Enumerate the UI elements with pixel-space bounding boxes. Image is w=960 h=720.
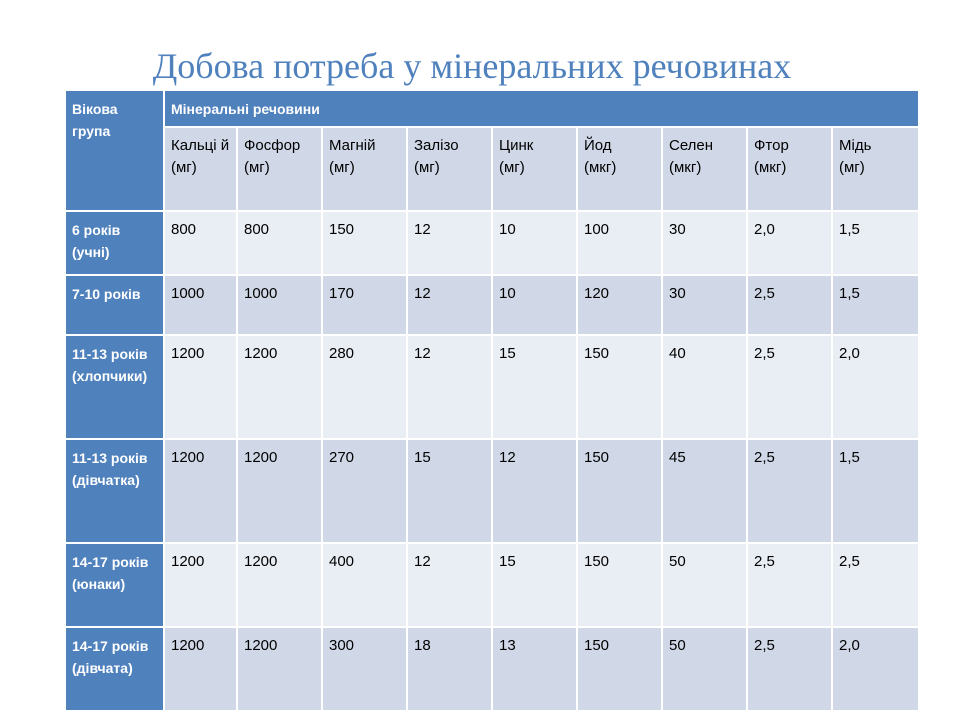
col-name: Фосфор [244, 137, 301, 154]
table-cell: 1,5 [833, 276, 918, 334]
table-cell: 1,5 [833, 212, 918, 274]
table-cell: 1200 [165, 336, 236, 438]
col-unit: (мг) [329, 159, 355, 176]
col-unit: (мг) [171, 159, 197, 176]
table-cell: 50 [663, 544, 746, 626]
table-cell: 1200 [238, 440, 321, 542]
table-cell: 1200 [238, 544, 321, 626]
table-cell: 1200 [165, 440, 236, 542]
col-header-zinc [493, 128, 576, 210]
table-cell: 270 [323, 440, 406, 542]
table-cell: 15 [408, 440, 491, 542]
minerals-group-header: Мінеральні речовини [165, 91, 918, 126]
col-name: Мідь [839, 137, 872, 154]
table-cell: 150 [578, 628, 661, 710]
table-cell: 400 [323, 544, 406, 626]
age-group-cell: 7-10 років [66, 276, 163, 334]
col-name: Селен [669, 137, 714, 154]
table-cell: 1200 [238, 628, 321, 710]
age-group-cell: 6 років (учні) [66, 212, 163, 274]
table-cell: 1000 [238, 276, 321, 334]
col-name: Магній [329, 137, 376, 154]
subheader-row [66, 128, 918, 210]
col-header-iron [408, 128, 491, 210]
table-cell: 10 [493, 212, 576, 274]
table-cell: 50 [663, 628, 746, 710]
col-unit: (мг) [244, 159, 270, 176]
col-unit: (мг) [499, 159, 525, 176]
table-cell: 800 [238, 212, 321, 274]
table-cell: 2,0 [748, 212, 831, 274]
table-cell: 13 [493, 628, 576, 710]
table-cell: 40 [663, 336, 746, 438]
col-header-copper [833, 128, 918, 210]
table-cell: 170 [323, 276, 406, 334]
col-header-magnesium [323, 128, 406, 210]
table-cell: 1200 [165, 544, 236, 626]
minerals-table [64, 89, 920, 712]
age-group-cell: 11-13 років (дівчатка) [66, 440, 163, 542]
table-cell: 1200 [165, 628, 236, 710]
col-unit: (мг) [839, 159, 865, 176]
col-name: Кальці й [171, 137, 230, 154]
age-group-cell: 14-17 років (дівчата) [66, 628, 163, 710]
col-name: Йод [584, 137, 612, 154]
table-cell: 150 [323, 212, 406, 274]
col-unit: (мг) [414, 159, 440, 176]
table-cell: 280 [323, 336, 406, 438]
col-header-calcium [165, 128, 236, 210]
table-cell: 18 [408, 628, 491, 710]
table-row [66, 212, 918, 274]
table-cell: 30 [663, 212, 746, 274]
table-cell: 10 [493, 276, 576, 334]
table-cell: 1200 [238, 336, 321, 438]
table-cell: 12 [408, 276, 491, 334]
table-cell: 2,5 [748, 336, 831, 438]
age-group-header: Вікова група [66, 91, 163, 210]
col-header-selenium [663, 128, 746, 210]
table-cell: 2,0 [833, 628, 918, 710]
table-cell: 300 [323, 628, 406, 710]
table-cell: 2,5 [748, 628, 831, 710]
table-cell: 150 [578, 336, 661, 438]
header-row [66, 91, 918, 126]
table-row [66, 336, 918, 438]
col-name: Цинк [499, 137, 534, 154]
table-cell: 15 [493, 544, 576, 626]
table-cell: 30 [663, 276, 746, 334]
table-row [66, 440, 918, 542]
table-cell: 1,5 [833, 440, 918, 542]
table-row [66, 628, 918, 710]
col-unit: (мкг) [584, 159, 617, 176]
table-cell: 12 [408, 544, 491, 626]
age-group-cell: 14-17 років (юнаки) [66, 544, 163, 626]
table-cell: 100 [578, 212, 661, 274]
table-cell: 2,5 [748, 440, 831, 542]
table-cell: 12 [493, 440, 576, 542]
table-cell: 45 [663, 440, 746, 542]
table-cell: 800 [165, 212, 236, 274]
col-header-iodine [578, 128, 661, 210]
col-name: Фтор [754, 137, 789, 154]
table-cell: 150 [578, 544, 661, 626]
col-header-fluorine [748, 128, 831, 210]
table-cell: 120 [578, 276, 661, 334]
table-cell: 15 [493, 336, 576, 438]
table-row [66, 276, 918, 334]
col-unit: (мкг) [669, 159, 702, 176]
col-unit: (мкг) [754, 159, 787, 176]
table-cell: 12 [408, 212, 491, 274]
table-cell: 2,5 [833, 544, 918, 626]
table-cell: 2,5 [748, 544, 831, 626]
table-cell: 12 [408, 336, 491, 438]
col-name: Залізо [414, 137, 459, 154]
age-group-cell: 11-13 років (хлопчики) [66, 336, 163, 438]
table-cell: 1000 [165, 276, 236, 334]
slide-title: Добова потреба у мінеральних речовинах [152, 46, 792, 86]
table-cell: 2,5 [748, 276, 831, 334]
table-cell: 150 [578, 440, 661, 542]
col-header-phosphorus [238, 128, 321, 210]
table-cell: 2,0 [833, 336, 918, 438]
table-row [66, 544, 918, 626]
